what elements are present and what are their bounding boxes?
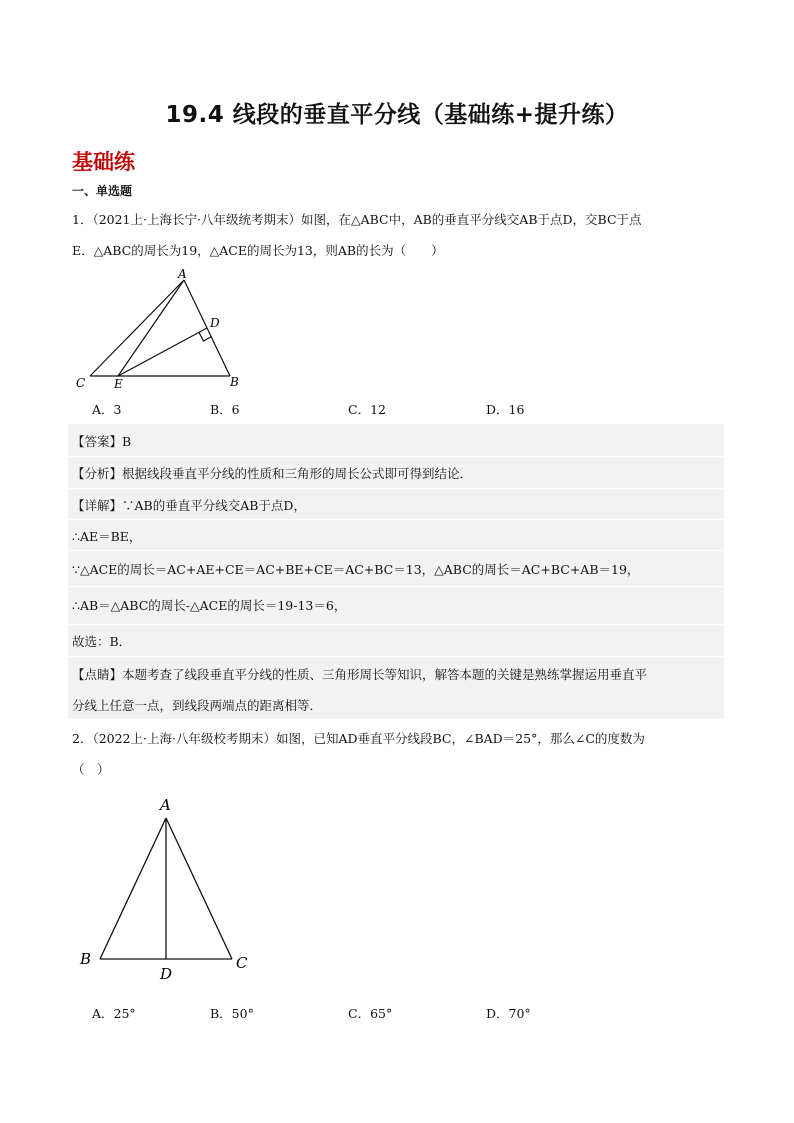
- q1-detail-line3: ∵△ACE的周长＝AC+AE+CE＝AC+BE+CE＝AC+BC＝13，△ABC的周长＝AC+BC+AB＝19，: [72, 562, 640, 577]
- divider: [68, 519, 724, 520]
- q2-option-a: A．25°: [92, 1006, 136, 1021]
- q2-segment-ab: [100, 818, 166, 959]
- page-title: 19.4 线段的垂直平分线（基础练+提升练）: [165, 102, 629, 128]
- q2-option-d: D．70°: [486, 1006, 531, 1021]
- q1-detail-line1: 【详解】∵AB的垂直平分线交AB于点D，: [72, 498, 306, 513]
- q2-option-c: C．65°: [348, 1006, 393, 1021]
- q1-analysis: 【分析】根据线段垂直平分线的性质和三角形的周长公式即可得到结论．: [72, 466, 473, 481]
- q1-option-d: D．16: [486, 402, 525, 417]
- divider: [68, 656, 724, 657]
- q1-segment-ac: [90, 280, 184, 376]
- q1-detail-line2: ∴AE＝BE，: [72, 529, 142, 544]
- q1-triangle-figure: [70, 264, 250, 392]
- q1-option-a: A．3: [92, 402, 122, 417]
- q2-stem-line1: 2．（2022上·上海·八年级校考期末）如图，已知AD垂直平分线段BC，∠BAD＝25°，那么∠C的度数为: [72, 731, 645, 746]
- q1-segment-ed: [118, 328, 207, 376]
- q2-label-d: D: [160, 965, 173, 983]
- q1-label-a: A: [178, 267, 187, 281]
- divider: [68, 624, 724, 625]
- q1-answer: 【答案】B: [72, 434, 132, 449]
- q2-label-c: C: [236, 954, 248, 972]
- q2-triangle-figure: [70, 792, 270, 984]
- divider: [68, 456, 724, 457]
- q2-segment-ac: [166, 818, 232, 959]
- q1-label-e: E: [114, 377, 123, 391]
- section-heading: 基础练: [72, 150, 135, 174]
- q2-label-a: A: [160, 796, 171, 814]
- q2-option-b: B．50°: [210, 1006, 254, 1021]
- q1-label-b: B: [230, 375, 239, 389]
- divider: [68, 586, 724, 587]
- q1-label-d: D: [210, 316, 220, 330]
- q1-option-b: B．6: [210, 402, 240, 417]
- q1-label-c: C: [76, 376, 86, 390]
- divider: [68, 488, 724, 489]
- divider: [68, 550, 724, 551]
- q1-option-c: C．12: [348, 402, 386, 417]
- q2-label-b: B: [80, 950, 92, 968]
- q1-comment-line1: 【点睛】本题考查了线段垂直平分线的性质、三角形周长等知识，解答本题的关键是熟练掌握运用垂直平: [72, 667, 648, 682]
- q1-detail-line4: ∴AB＝△ABC的周长-△ACE的周长＝19-13＝6，: [72, 598, 347, 613]
- q1-stem-line2: E．△ABC的周长为19，△ACE的周长为13，则AB的长为（ ）: [72, 243, 444, 258]
- q1-stem-line1: 1．（2021上·上海长宁·八年级统考期末）如图，在△ABC中，AB的垂直平分线交AB于点D，交BC于点: [72, 212, 642, 227]
- q2-stem-line2: （ ）: [72, 762, 110, 777]
- q1-detail-line5: 故选：B．: [72, 634, 132, 649]
- q1-segment-ae: [118, 280, 184, 376]
- q1-comment-line2: 分线上任意一点，到线段两端点的距离相等．: [72, 698, 323, 713]
- subsection-heading: 一、单选题: [72, 184, 133, 198]
